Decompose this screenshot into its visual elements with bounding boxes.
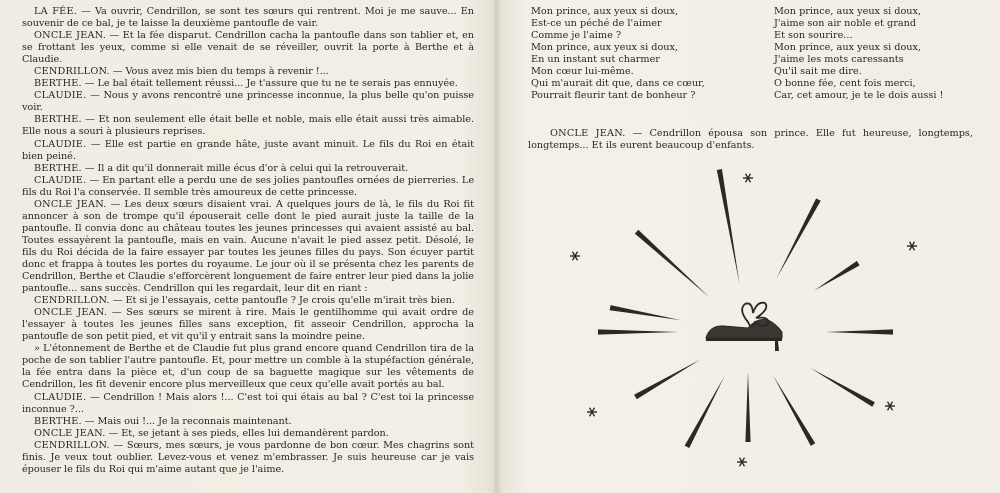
paragraph-text: » L'étonnement de Berthe et de Claudie fut plus grand encore quand Cendrillon tira de la poche de son tablier l'autre pantoufle. Et, pour mettre un comble à la stupéfaction générale, la fée entra dans la pièce et, d'un coup de sa baguette magique sur les vêtements de Cendrillon, les fit devenir encore plus merveilleux que ceux qu'elle avait portés au bal.: [22, 343, 474, 391]
paragraph: [22, 90, 474, 114]
star-icon: [570, 252, 580, 261]
paragraph: [22, 295, 474, 307]
verse-line: Qui m'aurait dit que, dans ce cœur,: [531, 78, 705, 90]
verse-line: J'aime son air noble et grand: [774, 18, 917, 30]
verse-line: O bonne fée, cent fois merci,: [774, 78, 916, 90]
verse-line: Et son sourire...: [774, 30, 853, 42]
speaker-name: ONCLE JEAN.: [34, 30, 106, 42]
paragraph-text: — Et la fée disparut. Cendrillon cacha la pantoufle dans son tablier et, en se frottant les yeux, comme si elle venait de se réveiller, ouvrit la porte à Berthe et à Claudie.: [22, 30, 474, 66]
verse-line: Car, cet amour, je te le dois aussi !: [774, 90, 944, 102]
paragraph: [22, 66, 474, 78]
sparkle-ray: [598, 329, 678, 334]
paragraph: [22, 392, 474, 416]
verse-line: Mon cœur lui-même.: [531, 66, 634, 78]
sparkle-ray: [685, 376, 725, 448]
paragraph: [22, 343, 474, 391]
left-page-text: [22, 6, 474, 476]
sparkle-ray: [745, 372, 750, 442]
sparkle-ray: [717, 169, 740, 285]
paragraph-text: — Et non seulement elle était belle et noble, mais elle était aussi très aimable. Elle nous a souri à plusieurs reprises.: [22, 114, 474, 138]
paragraph-text: — Vous avez mis bien du temps à revenir !...: [109, 66, 329, 78]
speaker-name: LA FÉE.: [34, 6, 77, 17]
speaker-name: BERTHE.: [34, 114, 82, 126]
verse-line: En un instant sut charmer: [531, 54, 660, 66]
speaker-name: CENDRILLON.: [34, 439, 110, 451]
paragraph: [22, 6, 474, 30]
paragraph: [22, 175, 474, 199]
song-verse-right: [774, 6, 943, 102]
verse-line: Est-ce un péché de l'aimer: [531, 18, 662, 30]
paragraph-text: — Cendrillon épousa son prince. Elle fut heureuse, longtemps, longtemps... Et ils eurent beaucoup d'enfants.: [528, 128, 973, 152]
paragraph: [22, 139, 474, 163]
sparkle-rays: [598, 169, 893, 448]
speaker-name: ONCLE JEAN.: [34, 427, 106, 439]
paragraph: [22, 428, 474, 440]
star-icon: [587, 408, 597, 417]
star-icon: [885, 402, 895, 411]
speaker-name: ONCLE JEAN.: [34, 198, 107, 210]
verse-line: J'aime les mots caressants: [774, 54, 904, 66]
closing-paragraph: [528, 128, 973, 152]
speaker-name: ONCLE JEAN.: [34, 307, 108, 319]
speaker-name: BERTHE.: [34, 78, 82, 90]
speaker-name: CLAUDIE.: [34, 174, 87, 186]
song-verse-left: [531, 6, 705, 102]
paragraph: [22, 78, 474, 90]
paragraph: [22, 199, 474, 295]
speaker-name: BERTHE.: [34, 162, 82, 174]
sparkle-ray: [776, 198, 821, 279]
sparkle-ray: [610, 305, 681, 320]
verse-line: Qu'il sait me dire.: [774, 66, 862, 78]
paragraph-text: — En partant elle a perdu une de ses jolies pantoufles ornées de pierreries. Le fils du Roi l'a conservée. Il semble très amoureux de cette princesse.: [22, 174, 474, 198]
paragraph: [22, 114, 474, 138]
paragraph: [22, 416, 474, 428]
paragraph: [22, 440, 474, 476]
sparkle-ray: [810, 368, 875, 407]
paragraph-text: — Ses sœurs se mirent à rire. Mais le gentilhomme qui avait ordre de l'essayer à toutes les jeunes filles sans exception, fit asseoir Cendrillon, approcha la pantoufle de son petit pied, et vit qu'il y entrait sans la moindre peine.: [22, 307, 474, 343]
paragraph-text: — Le bal était tellement réussi... Je t'assure que tu ne te serais pas ennuyée.: [81, 78, 458, 90]
star-icon: [737, 458, 747, 467]
speaker-name: ONCLE JEAN.: [550, 128, 626, 139]
paragraph-text: — Sœurs, mes sœurs, je vous pardonne de bon cœur. Mes chagrins sont finis. Je veux tout oublier. Levez-vous et venez m'embrasser. Je suis heureuse car je vais épouser le fils du Roi qui m'aime autant que je l'aime.: [22, 439, 474, 475]
speaker-name: CENDRILLON.: [34, 66, 110, 78]
paragraph-text: — Mais oui !... Je la reconnais maintenant.: [81, 415, 292, 427]
glass-slipper-illustration: [520, 160, 980, 480]
verse-line: Mon prince, aux yeux si doux,: [531, 42, 679, 54]
verse-line: Mon prince, aux yeux si doux,: [531, 6, 679, 17]
paragraph: [22, 30, 474, 66]
paragraph: [22, 163, 474, 175]
paragraph-text: — Elle est partie en grande hâte, juste avant minuit. Le fils du Roi en était bien peiné.: [22, 138, 474, 162]
sparkle-ray: [773, 375, 815, 446]
sparkle-stars: [570, 174, 917, 467]
speaker-name: CLAUDIE.: [34, 138, 87, 150]
star-icon: [743, 174, 753, 183]
sparkle-ray: [826, 329, 893, 334]
speaker-name: CLAUDIE.: [34, 90, 87, 102]
speaker-name: BERTHE.: [34, 415, 82, 427]
star-icon: [907, 242, 917, 251]
paragraph-text: — Et si je l'essayais, cette pantoufle ? Je crois qu'elle m'irait très bien.: [109, 295, 455, 307]
sparkle-ray: [634, 360, 700, 400]
speaker-name: CENDRILLON.: [34, 295, 110, 307]
glass-slipper-icon: [706, 303, 782, 351]
verse-line: Mon prince, aux yeux si doux,: [774, 42, 922, 54]
paragraph-text: — Va ouvrir, Cendrillon, se sont tes sœurs qui rentrent. Moi je me sauve... En souvenir de ce bal, je te laisse la deuxième pantoufle de vair.: [22, 6, 474, 30]
verse-line: Mon prince, aux yeux si doux,: [774, 6, 922, 17]
sparkle-ray: [635, 230, 710, 298]
paragraph-text: — Nous y avons rencontré une princesse inconnue, la plus belle qu'on puisse voir.: [22, 90, 474, 114]
paragraph: [22, 307, 474, 343]
paragraph-text: — Les deux sœurs disaient vrai. A quelques jours de là, le fils du Roi fit annoncer à son de trompe qu'il épouserait celle dont le pied aurait juste la taille de la pantoufle. Il convia donc au château toutes les jeunes princesses qui avaient assisté au bal. Toutes essayèrent la pantoufle, mais en vain. Aucune n'avait le pied assez petit. Désolé, le fils du Roi décida de la faire essayer par toutes les jeunes filles du pays. Son écuyer partit donc et frappa à toutes les portes du royaume. Le jour où il se présenta chez les parents de Cendrillon, Berthe et Claudie s'efforcèrent longuement de faire entrer leur pied dans la jolie pantoufle... sans succès. Cendrillon qui les regardait, leur dit en riant :: [22, 198, 474, 295]
verse-line: Comme je l'aime ?: [531, 30, 622, 42]
speaker-name: CLAUDIE.: [34, 391, 87, 403]
sparkle-ray: [814, 261, 859, 291]
paragraph-text: — Il a dit qu'il donnerait mille écus d'or à celui qui la retrouverait.: [81, 162, 409, 174]
verse-line: Pourrait fleurir tant de bonheur ?: [531, 90, 696, 102]
paragraph-text: — Et, se jetant à ses pieds, elles lui demandèrent pardon.: [105, 427, 389, 439]
paragraph-text: — Cendrillon ! Mais alors !... C'est toi qui étais au bal ? C'est toi la princesse inconnue ?...: [22, 391, 474, 415]
